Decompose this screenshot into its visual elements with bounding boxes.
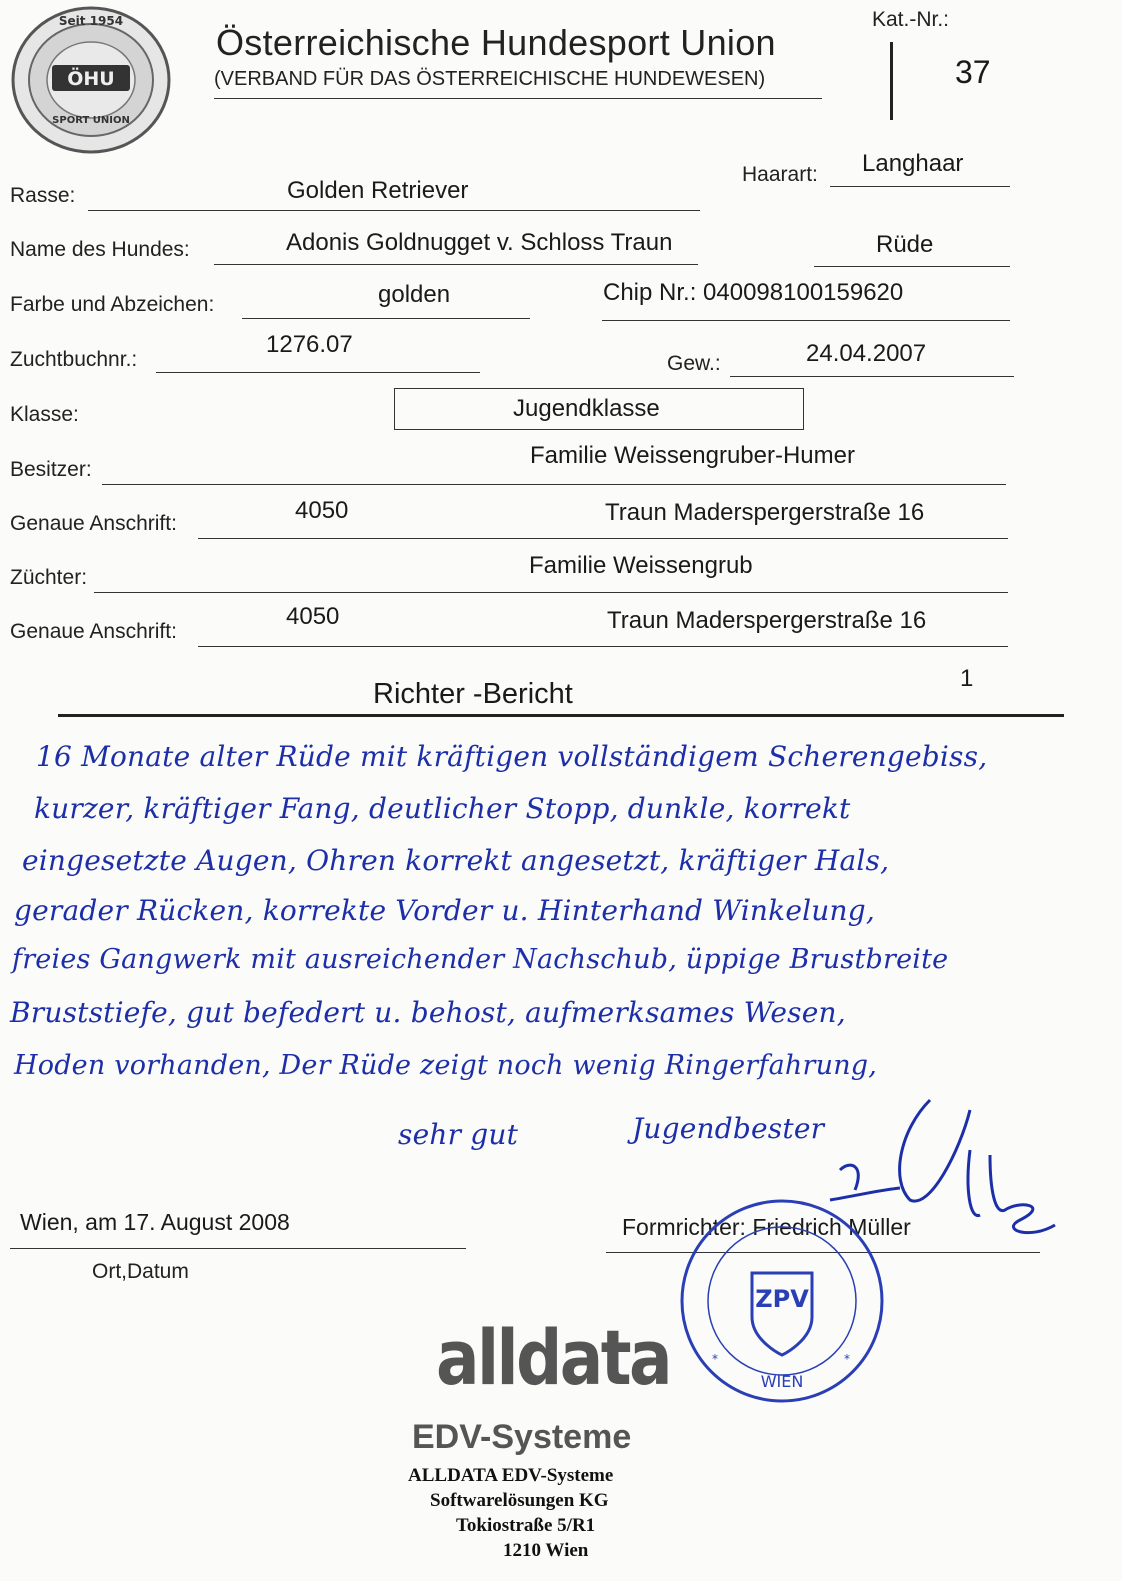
report-line: Hoden vorhanden, Der Rüde zeigt noch wenig Ringerfahrung,: [14, 1050, 878, 1081]
ohu-logo-icon: [10, 5, 172, 155]
anschrift1-addr: Traun Maderspergerstraße 16: [605, 499, 925, 526]
report-title: Richter -Bericht: [373, 678, 573, 710]
anschrift1-line: [198, 538, 1008, 539]
place-date-label: Ort,Datum: [92, 1260, 189, 1283]
anschrift2-label: Genaue Anschrift:: [10, 620, 177, 643]
ohu-logo: [10, 5, 172, 155]
zpv-stamp-icon: [676, 1195, 888, 1407]
report-line: kurzer, kräftiger Fang, deutlicher Stopp, dunkle, korrekt: [34, 792, 851, 825]
address-line: Softwarelösungen KG: [430, 1490, 609, 1511]
klasse-value: Jugendklasse: [513, 395, 660, 422]
address-line: ALLDATA EDV-Systeme: [408, 1465, 614, 1486]
header-title: Österreichische Hundesport Union: [216, 22, 776, 63]
rasse-line: [88, 210, 700, 211]
svg-text:Seit 1954: Seit 1954: [58, 14, 124, 28]
zuchtbuch-line: [156, 372, 480, 373]
place-date: Wien, am 17. August 2008: [20, 1209, 290, 1235]
zuechter-line: [94, 592, 1008, 593]
alldata-logo-icon: [436, 1313, 676, 1402]
zuechter-label: Züchter:: [10, 566, 88, 589]
kat-value: 37: [955, 54, 991, 90]
report-rule: [58, 714, 1064, 717]
gew-line: [730, 376, 1014, 377]
svg-text:alldata: alldata: [436, 1313, 670, 1402]
zuchtbuch-value: 1276.07: [266, 331, 353, 358]
haarart-label: Haarart:: [742, 163, 818, 186]
klasse-box: [394, 388, 804, 430]
besitzer-line: [102, 484, 1006, 485]
svg-text:*: *: [844, 1352, 850, 1366]
kat-label: Kat.-Nr.:: [872, 8, 950, 31]
report-line: 16 Monate alter Rüde mit kräftigen vollständigem Scherengebiss,: [36, 740, 988, 773]
report-line: freies Gangwerk mit ausreichender Nachschub, üppige Brustbreite: [12, 944, 949, 975]
header-subtitle: (VERBAND FÜR DAS ÖSTERREICHISCHE HUNDEWESEN): [214, 68, 766, 90]
report-line: gerader Rücken, korrekte Vorder u. Hinterhand Winkelung,: [14, 894, 875, 927]
name-line: [214, 264, 698, 265]
sex-value: Rüde: [876, 231, 934, 258]
report-verdict: sehr gut: [398, 1118, 519, 1151]
zuechter-value: Familie Weissengrub: [529, 552, 753, 579]
rasse-label: Rasse:: [10, 184, 76, 207]
svg-text:*: *: [712, 1352, 718, 1366]
farbe-value: golden: [378, 281, 451, 308]
place-date-line: [10, 1248, 466, 1249]
address-line: 1210 Wien: [503, 1540, 589, 1561]
report-award: Jugendbester: [632, 1112, 825, 1145]
besitzer-value: Familie Weissengruber-Humer: [530, 442, 855, 469]
header-underline: [214, 98, 822, 99]
farbe-line: [242, 318, 530, 319]
anschrift2-addr: Traun Maderspergerstraße 16: [607, 607, 927, 634]
address-line: Tokiostraße 5/R1: [456, 1515, 596, 1536]
zuchtbuch-label: Zuchtbuchnr.:: [10, 348, 138, 371]
chip-line: [602, 320, 1010, 321]
kat-divider: [890, 42, 893, 120]
svg-text:WIEN: WIEN: [760, 1372, 804, 1391]
chip-value: Chip Nr.: 040098100159620: [603, 279, 904, 306]
judge-name: Formrichter: Friedrich Müller: [622, 1214, 911, 1240]
rasse-value: Golden Retriever: [287, 177, 469, 204]
anschrift2-plz: 4050: [286, 603, 340, 630]
sex-line: [814, 266, 1010, 267]
report-line: eingesetzte Augen, Ohren korrekt angesetzt, kräftiger Hals,: [22, 844, 890, 877]
company-tag: EDV-Systeme: [412, 1418, 632, 1456]
anschrift2-line: [198, 646, 1008, 647]
svg-text:ZPV: ZPV: [755, 1285, 809, 1313]
gew-label: Gew.:: [667, 352, 721, 375]
anschrift1-label: Genaue Anschrift:: [10, 512, 177, 535]
name-value: Adonis Goldnugget v. Schloss Traun: [286, 229, 673, 256]
haarart-value: Langhaar: [862, 150, 964, 177]
name-label: Name des Hundes:: [10, 238, 190, 261]
gew-value: 24.04.2007: [806, 340, 927, 367]
besitzer-label: Besitzer:: [10, 458, 92, 481]
haarart-line: [830, 186, 1010, 187]
report-line: Bruststiefe, gut befedert u. behost, aufmerksames Wesen,: [10, 996, 846, 1029]
svg-text:ÖHU: ÖHU: [67, 68, 115, 90]
farbe-label: Farbe und Abzeichen:: [10, 293, 215, 316]
klasse-label: Klasse:: [10, 403, 79, 426]
report-number: 1: [960, 665, 974, 692]
anschrift1-plz: 4050: [295, 497, 349, 524]
svg-text:SPORT UNION: SPORT UNION: [52, 115, 130, 126]
